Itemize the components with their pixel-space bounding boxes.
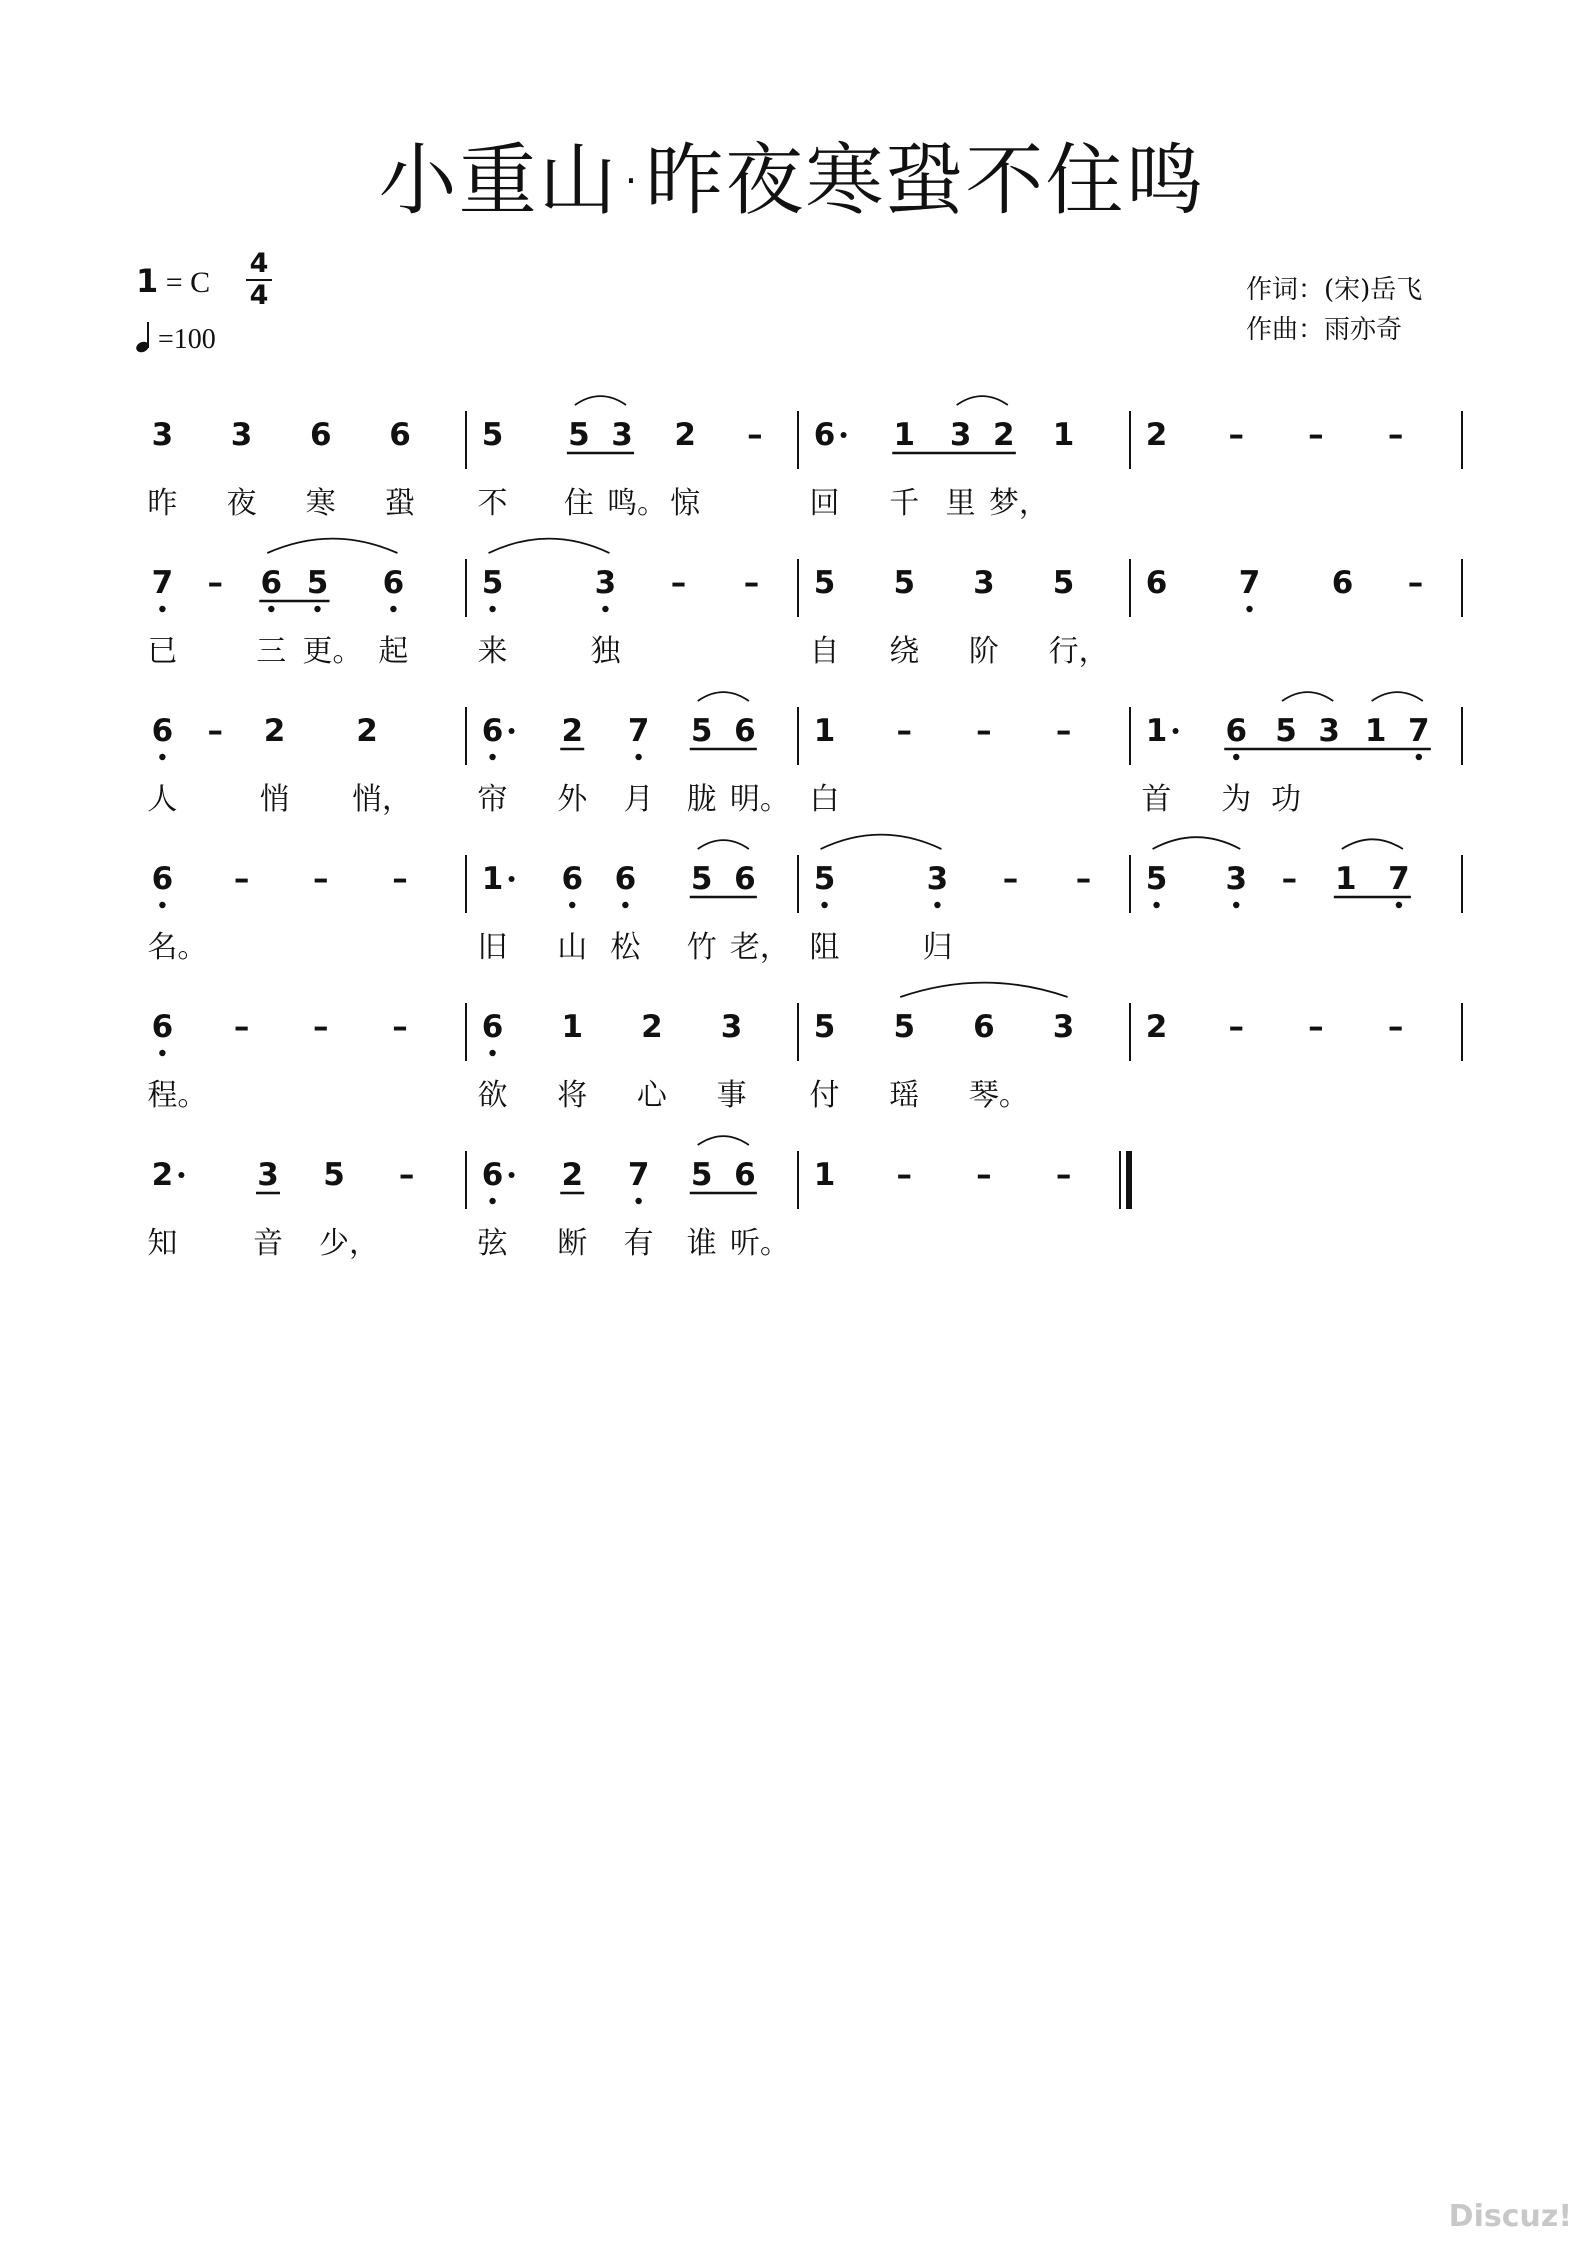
lyric-syllable: 琴。 <box>968 1078 1029 1113</box>
note: 1 <box>813 713 836 749</box>
lower-octave-dot <box>489 1198 495 1204</box>
note: 2 <box>356 713 378 749</box>
lyric-syllable: 知 <box>147 1226 178 1261</box>
note: 5 <box>690 713 713 749</box>
note: 3 <box>720 1009 743 1045</box>
lyric-syllable: 不 <box>477 486 508 521</box>
dash-sustain: – <box>1387 1009 1404 1045</box>
lower-octave-dot <box>489 1050 495 1056</box>
dash-sustain: – <box>392 1009 408 1045</box>
note: 5 <box>690 861 713 897</box>
lyric-syllable: 心 <box>636 1078 667 1113</box>
lower-octave-dot <box>1153 902 1159 908</box>
note: 7 <box>627 1157 650 1193</box>
note: 1 <box>481 861 504 897</box>
dash-sustain: – <box>313 1009 329 1045</box>
note: 6 <box>151 861 174 897</box>
lyric-syllable: 人 <box>147 782 178 817</box>
dash-sustain: – <box>1308 1009 1324 1045</box>
dash-sustain: – <box>1228 417 1244 453</box>
lower-octave-dot <box>1233 754 1239 760</box>
lower-octave-dot <box>489 606 495 612</box>
slur <box>1372 692 1423 701</box>
lyric-syllable: 悄 <box>259 782 290 817</box>
note: 6 <box>151 1009 174 1045</box>
note: 1 <box>893 417 916 453</box>
lyric-syllable: 月 <box>623 782 654 817</box>
lyric-syllable: 起 <box>378 634 409 669</box>
lower-octave-dot <box>1416 754 1422 760</box>
dash-sustain: – <box>1055 713 1072 749</box>
lyric-syllable: 山 <box>557 930 588 965</box>
lyric-syllable: 阶 <box>968 634 999 669</box>
lower-octave-dot <box>159 606 165 612</box>
composer-credit: 作曲：雨亦奇 <box>1246 315 1403 345</box>
lyric-syllable: 事 <box>716 1078 747 1113</box>
lyric-syllable: 断 <box>557 1226 588 1261</box>
note: 2 <box>641 1009 663 1045</box>
dash-sustain: – <box>896 1157 912 1193</box>
lower-octave-dot <box>635 1198 641 1204</box>
note: 5 <box>568 417 590 453</box>
lyric-syllable: 昨 <box>147 486 178 521</box>
lyric-syllable: 鸣。 <box>607 486 668 521</box>
lower-octave-dot <box>159 902 165 908</box>
lyric-syllable: 里 <box>945 486 976 521</box>
lyric-syllable: 欲 <box>477 1078 508 1113</box>
key-tonic-number: 1 <box>136 262 159 300</box>
lyric-syllable: 外 <box>557 782 588 817</box>
lyric-syllable: 绕 <box>889 634 920 669</box>
lower-octave-dot <box>489 754 495 760</box>
note: 6 <box>382 565 405 601</box>
note: 1 <box>1335 861 1357 897</box>
slur <box>900 983 1067 997</box>
lyric-syllable: 帘 <box>477 782 508 817</box>
lyric-syllable: 三 <box>256 634 287 669</box>
augmentation-dot <box>841 432 847 438</box>
note: 5 <box>893 1009 916 1045</box>
lyric-syllable: 少， <box>319 1226 379 1261</box>
dash-sustain: – <box>313 861 329 897</box>
note: 5 <box>481 417 504 453</box>
key-note: = C <box>165 266 211 299</box>
note: 6 <box>734 1157 756 1193</box>
note: 1 <box>1052 417 1075 453</box>
lyric-syllable: 胧 <box>686 782 717 817</box>
note: 6 <box>481 713 504 749</box>
note: 1 <box>1145 713 1168 749</box>
slur <box>1342 839 1403 849</box>
note: 6 <box>614 861 637 897</box>
dash-sustain: – <box>207 565 223 601</box>
lyric-syllable: 归 <box>922 930 953 965</box>
song-title: 小重山·昨夜寒蛩不住鸣 <box>378 136 1206 226</box>
augmentation-dot <box>178 1172 184 1178</box>
lyric-syllable: 听。 <box>729 1226 790 1261</box>
note: 5 <box>1145 861 1168 897</box>
lyric-syllable: 旧 <box>477 930 508 965</box>
lyric-syllable: 瑶 <box>889 1078 920 1113</box>
lyric-syllable: 夜 <box>226 486 257 521</box>
lyric-syllable: 悄， <box>352 782 412 817</box>
dash-sustain: – <box>743 565 760 601</box>
note: 2 <box>1145 1009 1168 1045</box>
note: 6 <box>1145 565 1168 601</box>
note: 2 <box>1145 417 1168 453</box>
lyric-syllable: 惊 <box>670 486 701 521</box>
dash-sustain: – <box>392 861 408 897</box>
lyric-syllable: 谁 <box>686 1226 717 1261</box>
lower-octave-dot <box>268 606 274 612</box>
slur <box>957 396 1008 405</box>
note: 2 <box>561 713 584 749</box>
dash-sustain: – <box>1387 417 1404 453</box>
note: 6 <box>1331 565 1354 601</box>
note: 5 <box>813 565 836 601</box>
note: 1 <box>813 1157 836 1193</box>
lower-octave-dot <box>159 1050 165 1056</box>
lower-octave-dot <box>569 902 575 908</box>
lyric-syllable: 音 <box>253 1226 283 1261</box>
lyric-syllable: 千 <box>889 486 920 521</box>
lyric-syllable: 行， <box>1048 634 1109 669</box>
note: 1 <box>1364 713 1387 749</box>
note: 7 <box>1408 713 1430 749</box>
note: 5 <box>813 861 836 897</box>
note: 2 <box>151 1157 174 1193</box>
lyric-syllable: 弦 <box>477 1226 508 1261</box>
note: 1 <box>561 1009 584 1045</box>
lower-octave-dot <box>821 902 827 908</box>
dash-sustain: – <box>398 1157 415 1193</box>
note: 6 <box>310 417 332 453</box>
lyric-syllable: 住 <box>563 486 594 521</box>
lower-octave-dot <box>622 902 628 908</box>
lower-octave-dot <box>602 606 608 612</box>
augmentation-dot <box>1173 728 1179 734</box>
dash-sustain: – <box>1002 861 1019 897</box>
note: 5 <box>306 565 329 601</box>
augmentation-dot <box>509 1172 515 1178</box>
note: 6 <box>813 417 836 453</box>
lyric-syllable: 已 <box>147 634 178 669</box>
dash-sustain: – <box>896 713 912 749</box>
note: 3 <box>230 417 253 453</box>
lower-octave-dot <box>635 754 641 760</box>
note: 6 <box>260 565 283 601</box>
slur <box>821 835 942 849</box>
lyric-syllable: 竹 <box>686 930 717 965</box>
dash-sustain: – <box>1055 1157 1072 1193</box>
note: 5 <box>813 1009 836 1045</box>
dash-sustain: – <box>1228 1009 1244 1045</box>
note: 2 <box>263 713 286 749</box>
note: 6 <box>734 713 756 749</box>
lyric-syllable: 功 <box>1271 782 1302 817</box>
note: 3 <box>594 565 617 601</box>
dash-sustain: – <box>233 1009 250 1045</box>
lyric-syllable: 明。 <box>729 782 790 817</box>
time-signature-bottom: 4 <box>249 280 269 311</box>
watermark-logo: Discuz! <box>1448 2199 1572 2234</box>
lyric-syllable: 蛩 <box>385 486 415 521</box>
note: 6 <box>481 1009 504 1045</box>
tempo-value: =100 <box>158 324 216 355</box>
dash-sustain: – <box>207 713 223 749</box>
slur <box>698 692 749 701</box>
lyric-syllable: 首 <box>1141 782 1172 817</box>
note: 6 <box>481 1157 504 1193</box>
lyric-syllable: 程。 <box>147 1078 208 1113</box>
note: 5 <box>1275 713 1297 749</box>
lyric-syllable: 梦， <box>988 486 1049 521</box>
slur <box>267 539 397 553</box>
slur <box>1282 692 1333 701</box>
lyric-syllable: 回 <box>809 486 840 521</box>
dash-sustain: – <box>976 1157 992 1193</box>
dash-sustain: – <box>1281 861 1298 897</box>
lyric-syllable: 松 <box>610 930 641 965</box>
note: 2 <box>674 417 696 453</box>
lyric-syllable: 有 <box>623 1226 654 1261</box>
lower-octave-dot <box>1246 606 1252 612</box>
note: 5 <box>690 1157 713 1193</box>
augmentation-dot <box>509 728 515 734</box>
dash-sustain: – <box>747 417 763 453</box>
augmentation-dot <box>509 876 515 882</box>
note: 5 <box>323 1157 345 1193</box>
lyric-syllable: 付 <box>809 1078 840 1113</box>
dash-sustain: – <box>670 565 687 601</box>
note: 6 <box>561 861 584 897</box>
slur <box>698 840 749 849</box>
note: 3 <box>151 417 174 453</box>
note: 6 <box>389 417 411 453</box>
note: 6 <box>973 1009 995 1045</box>
note: 3 <box>257 1157 279 1193</box>
note: 3 <box>1225 861 1248 897</box>
slur <box>575 396 626 405</box>
lower-octave-dot <box>314 606 320 612</box>
note: 5 <box>481 565 504 601</box>
lyric-syllable: 白 <box>809 782 840 817</box>
lyric-syllable: 更。 <box>302 634 363 669</box>
note: 7 <box>1238 565 1261 601</box>
note: 3 <box>611 417 633 453</box>
lower-octave-dot <box>1396 902 1402 908</box>
dash-sustain: – <box>976 713 992 749</box>
slur <box>698 1136 749 1145</box>
note: 7 <box>627 713 650 749</box>
lower-octave-dot <box>934 902 940 908</box>
lyric-syllable: 老， <box>729 930 790 965</box>
lyric-syllable: 寒 <box>305 486 336 521</box>
lower-octave-dot <box>159 754 165 760</box>
note: 6 <box>1225 713 1248 749</box>
lyric-syllable: 名。 <box>147 930 208 965</box>
note: 7 <box>151 565 174 601</box>
lyricist-credit: 作词：(宋)岳飞 <box>1246 275 1423 305</box>
note: 3 <box>973 565 995 601</box>
lyric-syllable: 阻 <box>809 930 840 965</box>
time-signature-top: 4 <box>249 248 269 279</box>
dash-sustain: – <box>1407 565 1424 601</box>
slur <box>1153 837 1241 849</box>
lyric-syllable: 来 <box>477 634 508 669</box>
note: 5 <box>1052 565 1075 601</box>
note: 2 <box>561 1157 584 1193</box>
lyric-syllable: 将 <box>557 1078 588 1113</box>
note: 7 <box>1388 861 1410 897</box>
note: 5 <box>893 565 916 601</box>
note: 3 <box>949 417 972 453</box>
lyric-syllable: 自 <box>809 634 840 669</box>
dash-sustain: – <box>1075 861 1092 897</box>
dash-sustain: – <box>1308 417 1324 453</box>
note: 3 <box>1052 1009 1075 1045</box>
lyric-syllable: 独 <box>590 634 621 669</box>
lower-octave-dot <box>1233 902 1239 908</box>
note: 6 <box>734 861 756 897</box>
note: 3 <box>1318 713 1340 749</box>
lower-octave-dot <box>390 606 396 612</box>
dash-sustain: – <box>233 861 250 897</box>
note: 2 <box>993 417 1015 453</box>
note: 3 <box>926 861 949 897</box>
lyric-syllable: 为 <box>1221 782 1252 817</box>
note: 6 <box>151 713 174 749</box>
slur <box>489 539 610 553</box>
